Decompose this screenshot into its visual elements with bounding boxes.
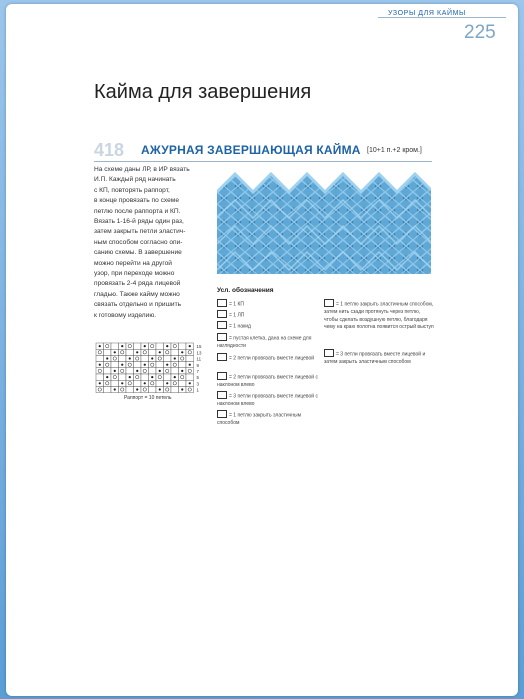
description-line: ным способом согласно опи-	[94, 238, 183, 246]
chart-cell	[179, 343, 187, 349]
pattern-title: АЖУРНАЯ ЗАВЕРШАЮЩАЯ КАЙМА	[141, 143, 361, 157]
purl-symbol-icon	[217, 299, 227, 307]
chart-cell	[156, 343, 164, 349]
legend-item-k2tog: = 2 петли провязать вместе лицевой	[217, 354, 321, 363]
chart-cell	[126, 349, 134, 355]
chart-cell	[134, 380, 142, 386]
knitting-chart	[94, 341, 214, 400]
legend-item-k2tog-left: = 2 петли провязать вместе лицевой с наклоном влево	[217, 373, 321, 390]
chart-cell	[171, 380, 179, 386]
k2tog-left-symbol-icon	[217, 372, 227, 380]
chart-symbol	[144, 364, 146, 366]
chart-cell	[156, 380, 164, 386]
chart-cell	[141, 368, 149, 374]
chart-cell	[164, 349, 172, 355]
chart-cell	[186, 355, 194, 361]
chart-row-number: 7	[196, 369, 199, 374]
chart-cell	[141, 349, 149, 355]
chart-symbol	[166, 345, 168, 347]
chart-cell	[119, 368, 127, 374]
header-rule	[378, 17, 506, 18]
chart-symbol	[189, 345, 191, 347]
chart-cell	[96, 355, 104, 361]
chart-symbol	[99, 364, 101, 366]
chart-symbol	[136, 370, 138, 372]
chart-cell	[171, 349, 179, 355]
chart-cell	[179, 362, 187, 368]
chart-cell	[156, 355, 164, 361]
chart-cell	[179, 355, 187, 361]
chart-symbol	[189, 364, 191, 366]
legend-item-yarn-over: = 1 накид	[217, 322, 321, 331]
title-rule	[94, 161, 432, 162]
chart-symbol	[129, 376, 131, 378]
chart-symbol	[159, 351, 161, 353]
chart-cell	[164, 368, 172, 374]
description-line: провязать 2-4 ряда лицевой	[94, 280, 181, 288]
chart-symbol	[166, 364, 168, 366]
yarn-over-symbol-icon	[217, 321, 227, 329]
chart-symbol	[181, 370, 183, 372]
chart-row-number: 15	[196, 344, 202, 350]
chart-cell	[186, 349, 194, 355]
chart-cell	[119, 349, 127, 355]
chart-symbol	[136, 351, 138, 353]
chart-caption: Раппорт = 10 петель	[124, 395, 172, 401]
chart-cell	[149, 386, 157, 392]
bind-off-symbol-icon	[217, 410, 227, 418]
chart-cell	[164, 374, 172, 380]
chart-symbol	[144, 382, 146, 384]
k2tog-symbol-icon	[217, 353, 227, 361]
description-line: связать отдельно и пришить	[94, 301, 182, 309]
chart-cell	[104, 343, 112, 349]
chart-symbol	[181, 388, 183, 390]
chart-symbol	[136, 388, 138, 390]
description-line: затем закрыть петли эластич-	[94, 228, 186, 236]
legend-item-knit: = 1 ЛП	[217, 311, 321, 320]
chart-cell	[134, 374, 142, 380]
chart-cell	[104, 386, 112, 392]
chart-symbol	[189, 382, 191, 384]
chart-cell	[186, 374, 194, 380]
chart-cell	[96, 386, 104, 392]
empty-cell-symbol-icon	[217, 333, 227, 341]
description-line: На схеме даны ЛР, в ИР вязать	[94, 166, 190, 173]
chart-cell	[134, 343, 142, 349]
picot-symbol-icon	[324, 299, 334, 307]
chart-row-number: 3	[196, 381, 199, 387]
chart-cell	[141, 355, 149, 361]
chart-cell	[134, 362, 142, 368]
chart-symbol	[99, 345, 101, 347]
chart-symbol	[174, 357, 176, 359]
chart-cell	[126, 386, 134, 392]
page-title: Кайма для завершения	[94, 81, 312, 103]
legend-item-bind-off: = 1 петлю закрыть эластичным способом	[217, 411, 321, 428]
chart-cell	[104, 380, 112, 386]
pattern-stitch-count: [10+1 п.+2 кром.]	[367, 147, 422, 154]
chart-cell	[141, 374, 149, 380]
chart-cell	[141, 386, 149, 392]
k3tog-left-symbol-icon	[217, 391, 227, 399]
chart-symbol	[106, 357, 108, 359]
chart-cell	[126, 362, 134, 368]
description-line: можно перейти на другой	[94, 259, 172, 267]
chart-cell	[156, 362, 164, 368]
chart-cell	[126, 380, 134, 386]
chart-symbol	[114, 388, 116, 390]
chart-cell	[96, 368, 104, 374]
book-page	[6, 4, 518, 696]
chart-cell	[156, 374, 164, 380]
section-label: УЗОРЫ ДЛЯ КАЙМЫ	[388, 10, 466, 17]
chart-symbol	[151, 376, 153, 378]
chart-symbol	[99, 382, 101, 384]
chart-cell	[149, 343, 157, 349]
description-line: узор, при переходе можно	[94, 270, 175, 278]
description-line: в конце провязать по схеме	[94, 197, 179, 205]
chart-cell	[171, 362, 179, 368]
chart-cell	[171, 386, 179, 392]
description-line: И.П. Каждый ряд начинать	[94, 176, 176, 184]
chart-cell	[111, 343, 119, 349]
chart-symbol	[129, 357, 131, 359]
page-number: 225	[464, 22, 496, 43]
chart-cell	[164, 386, 172, 392]
pattern-number: 418	[94, 140, 125, 160]
chart-cell	[126, 368, 134, 374]
chart-row-number: 9	[196, 362, 199, 368]
chart-symbol	[106, 376, 108, 378]
chart-cell	[111, 355, 119, 361]
chart-row-number: 1	[196, 387, 199, 393]
chart-cell	[171, 368, 179, 374]
chart-cell	[186, 368, 194, 374]
chart-row-number: 13	[196, 350, 202, 356]
chart-cell	[149, 362, 157, 368]
legend-title: Усл. обозначения	[217, 287, 274, 294]
k3tog-bind-off-symbol-icon	[324, 349, 334, 357]
chart-cell	[104, 349, 112, 355]
description-line: с КП, повторять раппорт,	[94, 186, 170, 194]
legend-item-k3tog-left: = 3 петли провязать вместе лицевой с наклоном влево	[217, 392, 321, 409]
description-line: к готовому изделию.	[94, 311, 157, 319]
pattern-description	[94, 165, 210, 321]
chart-cell	[126, 343, 134, 349]
chart-cell	[111, 362, 119, 368]
chart-cell	[186, 386, 194, 392]
chart-cell	[96, 374, 104, 380]
chart-cell	[171, 343, 179, 349]
chart-row-number: 5	[196, 375, 199, 381]
chart-symbol	[159, 388, 161, 390]
description-line: петлю после раппорта и КП.	[94, 207, 181, 215]
chart-symbol	[181, 351, 183, 353]
chart-cell	[111, 374, 119, 380]
chart-symbol	[121, 345, 123, 347]
chart-symbol	[114, 370, 116, 372]
chart-symbol	[144, 345, 146, 347]
knitted-sample-photo	[217, 168, 431, 274]
chart-cell	[149, 368, 157, 374]
legend-item-k3tog-bind-off: = 3 петли провязать вместе лицевой и затем закрыть эластичным способом	[324, 350, 434, 367]
chart-cell	[119, 355, 127, 361]
chart-cell	[104, 362, 112, 368]
description-line: гладью. Также кайму можно	[94, 290, 180, 298]
chart-symbol	[151, 357, 153, 359]
chart-cell	[164, 355, 172, 361]
chart-symbol	[166, 382, 168, 384]
chart-symbol	[174, 376, 176, 378]
chart-cell	[119, 374, 127, 380]
legend-item-bind-off-picot: = 1 петлю закрыть эластичным способом, затем нить сзади протянуть через петлю, чтобы сделать воздушную петлю, благодаря чему на краю полотна появится острый выступ	[324, 300, 434, 332]
chart-cell	[149, 380, 157, 386]
legend-item-empty-cell: = пустая клетка, дана на схеме для наглядности	[217, 334, 321, 351]
chart-symbol	[114, 351, 116, 353]
chart-cell	[119, 386, 127, 392]
chart-cell	[134, 355, 142, 361]
chart-cell	[104, 368, 112, 374]
chart-symbol	[121, 364, 123, 366]
chart-cell	[111, 380, 119, 386]
chart-row-number: 11	[196, 356, 202, 362]
knit-symbol-icon	[217, 310, 227, 318]
chart-cell	[96, 349, 104, 355]
description-line: Вязать 1-16-й ряды один раз,	[94, 218, 184, 226]
chart-symbol	[159, 370, 161, 372]
chart-cell	[179, 380, 187, 386]
description-line: санию схемы. В завершение	[94, 249, 182, 257]
chart-cell	[179, 374, 187, 380]
chart-cell	[149, 349, 157, 355]
legend-item-purl: = 1 КП	[217, 300, 321, 309]
chart-symbol	[121, 382, 123, 384]
